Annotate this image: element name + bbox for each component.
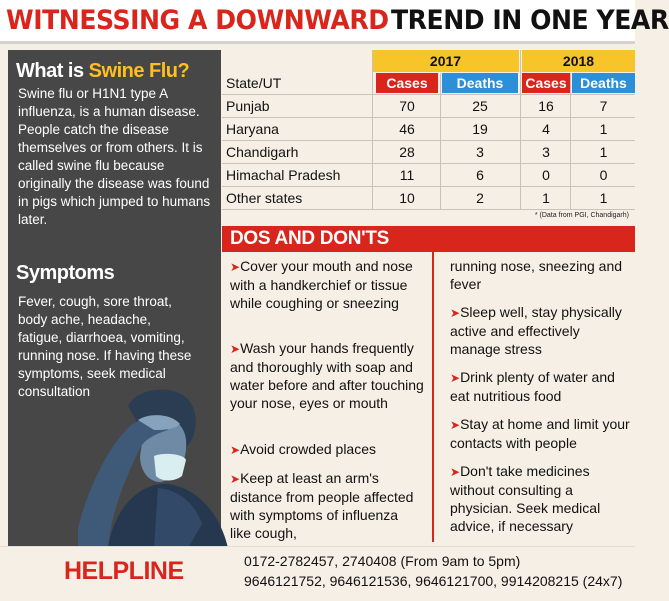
what-is-body: Swine flu or H1N1 type A influenza, is a human disease. People catch the disease themselves or from others. It is called swine flu because originally the disease was found in pigs which jumped to humans later. xyxy=(18,86,211,227)
deaths-2017: 25 xyxy=(472,98,488,114)
list-item-text: Don't take medicines without consulting a physician. Seek medical advice, if necessary xyxy=(450,463,601,534)
cases-2017: 46 xyxy=(399,121,415,137)
arrow-icon: ➤ xyxy=(230,260,241,274)
table-row xyxy=(222,186,635,210)
headline-part-black: TREND IN ONE YEAR xyxy=(391,5,669,36)
list-item-text: Avoid crowded places xyxy=(240,441,376,457)
helpline-bar xyxy=(0,546,635,601)
sick-person-illustration-icon xyxy=(68,378,228,548)
list-item-text: Drink plenty of water and eat nutritious food xyxy=(450,369,615,404)
year-header-row xyxy=(222,50,635,72)
list-item xyxy=(230,469,420,542)
deaths-2017: 3 xyxy=(476,144,484,160)
what-is-prefix: What is xyxy=(16,60,89,82)
list-item xyxy=(450,368,632,405)
arrow-icon: ➤ xyxy=(450,418,461,432)
cases-2017: 70 xyxy=(399,98,415,114)
deaths-2017: 6 xyxy=(476,167,484,183)
state-name: Chandigarh xyxy=(226,144,299,160)
list-item-text: Cover your mouth and nose with a handkerchief or tissue while coughing or sneezing xyxy=(230,258,413,311)
table-row xyxy=(222,94,635,117)
headline-part-red: WITNESSING A DOWNWARD xyxy=(6,5,389,36)
what-is-heading xyxy=(16,60,189,83)
symptoms-body: Fever, cough, sore throat, body ache, headache, fatigue, diarrhoea, vomiting, running nose. If having these symptoms, seek medical consultation xyxy=(18,294,192,399)
arrow-icon: ➤ xyxy=(230,443,241,457)
list-item-continuation: running nose, sneezing and fever xyxy=(450,258,623,292)
deaths-2018: 7 xyxy=(599,98,608,114)
cases-2018: 3 xyxy=(542,144,550,160)
state-name: Himachal Pradesh xyxy=(226,167,341,183)
column-divider xyxy=(432,252,434,542)
list-item xyxy=(450,415,632,452)
year-2017: 2017 xyxy=(372,50,519,72)
year-2018: 2018 xyxy=(522,50,635,72)
deaths-2017: 2 xyxy=(476,190,484,206)
column-header-row xyxy=(222,73,635,95)
deaths-2018: 1 xyxy=(599,121,608,137)
cases-2017: 10 xyxy=(399,190,415,206)
arrow-icon: ➤ xyxy=(450,465,461,479)
cases-table xyxy=(222,50,635,222)
arrow-icon: ➤ xyxy=(450,306,461,320)
list-item xyxy=(230,440,426,459)
list-item xyxy=(230,257,426,312)
state-header: State/UT xyxy=(226,75,282,91)
header-cases-2018: Cases xyxy=(522,73,570,93)
arrow-icon: ➤ xyxy=(230,342,241,356)
cases-2018: 1 xyxy=(542,190,550,206)
table-divider xyxy=(570,73,571,210)
helpline-numbers-24x7: 9646121752, 9646121536, 9646121700, 9914208215 (24x7) xyxy=(244,573,623,589)
helpline-label: HELPLINE xyxy=(64,557,184,585)
list-item xyxy=(450,303,632,358)
state-name: Other states xyxy=(226,190,303,206)
header-deaths-2018: Deaths xyxy=(572,73,635,93)
cases-2017: 28 xyxy=(399,144,415,160)
state-name: Punjab xyxy=(226,98,270,114)
list-item xyxy=(450,462,632,535)
cases-2017: 11 xyxy=(399,167,415,183)
dos-and-donts-heading: DOS AND DON'TS xyxy=(222,226,635,252)
deaths-2018: 0 xyxy=(599,167,608,183)
state-name: Haryana xyxy=(226,121,279,137)
arrow-icon: ➤ xyxy=(450,371,461,385)
table-row xyxy=(222,163,635,186)
table-row xyxy=(222,140,635,163)
headline-bar xyxy=(0,0,669,44)
table-divider xyxy=(372,50,373,210)
symptoms-heading: Symptoms xyxy=(16,262,115,284)
data-source-note: * (Data from PGI, Chandigarh) xyxy=(534,212,629,219)
arrow-icon: ➤ xyxy=(230,472,241,486)
deaths-2017: 19 xyxy=(472,121,488,137)
what-is-highlight: Swine Flu? xyxy=(88,60,190,82)
header-deaths-2017: Deaths xyxy=(442,73,518,93)
list-item-text: Stay at home and limit your contacts with people xyxy=(450,416,630,451)
table-divider xyxy=(440,73,441,210)
header-cases-2017: Cases xyxy=(376,73,438,93)
helpline-numbers-daytime: 0172-2782457, 2740408 (From 9am to 5pm) xyxy=(244,553,521,569)
deaths-2018: 1 xyxy=(599,144,608,160)
deaths-2018: 1 xyxy=(599,190,608,206)
cases-2018: 0 xyxy=(542,167,550,183)
list-item xyxy=(230,339,428,412)
list-item-text: Sleep well, stay physically active and effectively manage stress xyxy=(450,304,622,357)
table-divider xyxy=(520,50,521,210)
cases-2018: 4 xyxy=(542,121,550,137)
info-panel xyxy=(8,50,221,546)
list-item-text: Wash your hands frequently and thoroughly with soap and water before and after touching your nose, eyes or mouth xyxy=(230,340,424,411)
list-item-text: Keep at least an arm's distance from people affected with symptoms of influenza like cough, xyxy=(230,470,414,541)
cases-2018: 16 xyxy=(538,98,554,114)
table-row xyxy=(222,117,635,140)
